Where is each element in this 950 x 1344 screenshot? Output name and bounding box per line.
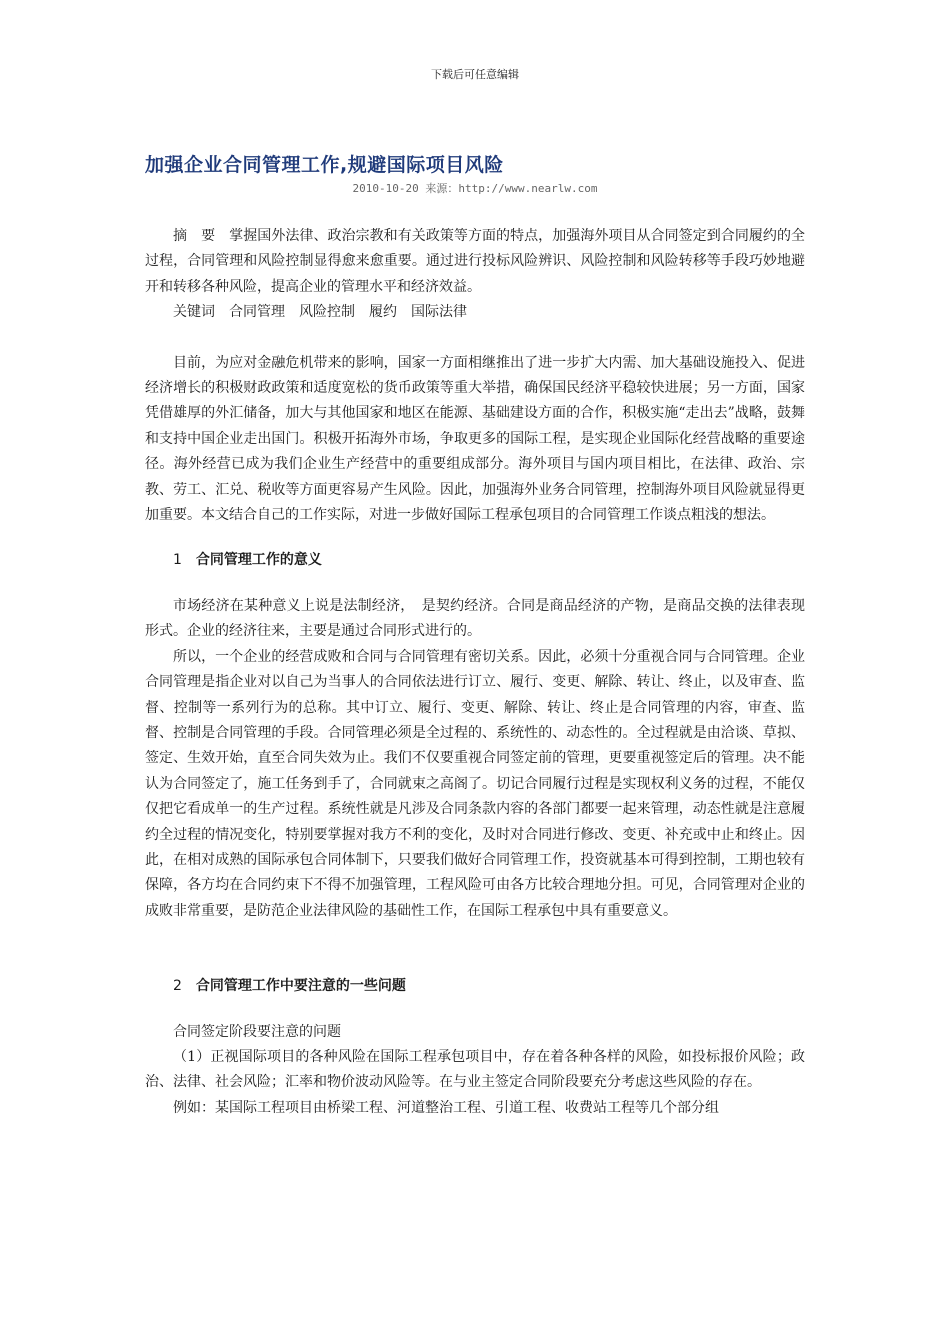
body-paragraph: 市场经济在某种意义上说是法制经济， 是契约经济。合同是商品经济的产物，是商品交换的法律表现形式。企业的经济往来，主要是通过合同形式进行的。 [145, 597, 805, 640]
section-number: 2 [173, 978, 182, 995]
section-number: 1 [173, 552, 182, 569]
article-body [145, 224, 805, 1121]
article-meta: 2010-10-20 来源：http://www.nearlw.com [352, 182, 598, 195]
section-heading-1 [145, 548, 805, 573]
body-paragraph: 所以，一个企业的经营成败和合同与合同管理有密切关系。因此，必须十分重视合同与合同管理。企业合同管理是指企业对以自己为当事人的合同依法进行订立、履行、变更、解除、转让、终止，以及审查、监督、控制等一系列行为的总称。其中订立、履行、变更、解除、转让、终止是合同管理的内容，审查、监督、控制是合同管理的手段。合同管理必须是全过程的、系统性的、动态性的。全过程就是由洽谈、草拟、签定、生效开始，直至合同失效为止。我们不仅要重视合同签定前的管理，更要重视签定后的管理。决不能认为合同签定了，施工任务到手了，合同就束之高阁了。切记合同履行过程是实现权利义务的过程，不能仅仅把它看成单一的生产过程。系统性就是凡涉及合同条款内容的各部门都要一起来管理，动态性就是注意履约全过程的情况变化，特别要掌握对我方不利的变化，及时对合同进行修改、变更、补充或中止和终止。因此，在相对成熟的国际承包合同体制下，只要我们做好合同管理工作，投资就基本可得到控制，工期也较有保障，各方均在合同约束下不得不加强管理，工程风险可由各方比较合理地分担。可见，合同管理对企业的成败非常重要，是防范企业法律风险的基础性工作，在国际工程承包中具有重要意义。 [145, 648, 805, 919]
abstract-paragraph: 摘 要 掌握国外法律、政治宗教和有关政策等方面的特点，加强海外项目从合同签定到合同履约的全过程，合同管理和风险控制显得愈来愈重要。通过进行投标风险辨识、风险控制和风险转移等手段巧妙地避开和转移各种风险，提高企业的管理水平和经济效益。 [145, 228, 805, 295]
header-note: 下载后可任意编辑 [431, 68, 519, 81]
intro-paragraph: 目前，为应对金融危机带来的影响，国家一方面相继推出了进一步扩大内需、加大基础设施投入、促进经济增长的积极财政政策和适度宽松的货币政策等重大举措，确保国民经济平稳较快进展；另一方面，国家凭借雄厚的外汇储备，加大与其他国家和地区在能源、基础建设方面的合作，积极实施“走出去”战略，鼓舞和支持中国企业走出国门。积极开拓海外市场，争取更多的国际工程，是实现企业国际化经营战略的重要途径。海外经营已成为我们企业生产经营中的重要组成部分。海外项目与国内项目相比，在法律、政治、宗教、劳工、汇兑、税收等方面更容易产生风险。因此，加强海外业务合同管理，控制海外项目风险就显得更加重要。本文结合自己的工作实际，对进一步做好国际工程承包项目的合同管理工作谈点粗浅的想法。 [145, 354, 805, 524]
section-heading-2 [145, 974, 805, 999]
section-title: 合同管理工作的意义 [195, 552, 322, 569]
section-title: 合同管理工作中要注意的一些问题 [195, 978, 406, 995]
page-title: 加强企业合同管理工作,规避国际项目风险 [145, 154, 504, 176]
keywords-line: 关键词 合同管理 风险控制 履约 国际法律 [173, 304, 467, 321]
body-paragraph: 例如：某国际工程项目由桥梁工程、河道整治工程、引道工程、收费站工程等几个部分组 [173, 1099, 719, 1116]
subsection-title: 合同签定阶段要注意的问题 [173, 1023, 341, 1040]
body-paragraph: （1）正视国际项目的各种风险在国际工程承包项目中，存在着各种各样的风险，如投标报价风险；政治、法律、社会风险；汇率和物价波动风险等。在与业主签定合同阶段要充分考虑这些风险的存在。 [145, 1048, 805, 1091]
